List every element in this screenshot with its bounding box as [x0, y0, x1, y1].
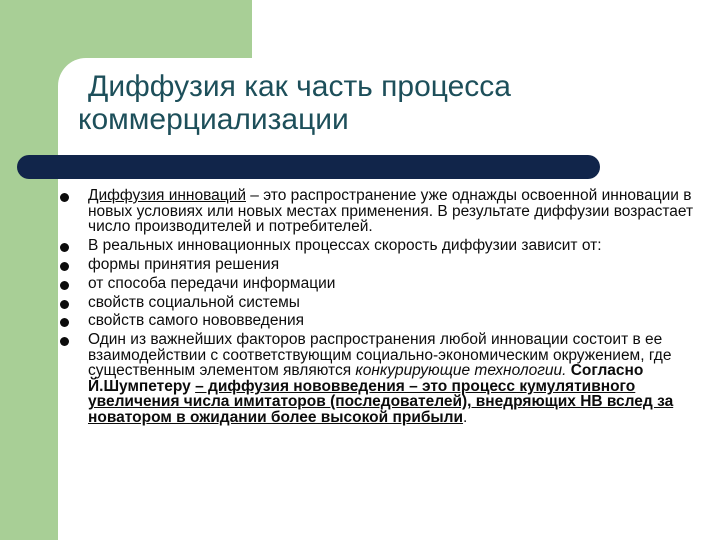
bullet-text: формы принятия решения: [88, 255, 280, 273]
bullet-item-innovation-properties: [58, 313, 694, 329]
bullet-list: [58, 188, 694, 429]
bullet-item-information-transfer: [58, 276, 694, 292]
competing-technologies-text: конкурирующие технологии.: [355, 362, 567, 380]
bullet-text: – это распространение уже однажды освоенной инновации в новых условиях или новых местах применения. В результате диффузии возрастает число производителей и потребителей.: [88, 187, 694, 235]
bullet-text: Один из важнейших факторов распространения любой инновации состоит в ее взаимодействии с соответствующим социально-экономическим окружением, где существенным элементом являются: [88, 331, 672, 380]
bullet-dot-icon: [60, 300, 69, 309]
bullet-item-decision-form: [58, 257, 694, 273]
bullet-text: свойств социальной системы: [88, 293, 300, 311]
bullet-text: В реальных инновационных процессах скорость диффузии зависит от:: [88, 236, 602, 254]
bullet-item-schumpeter: [58, 332, 694, 425]
bullet-dot-icon: [60, 318, 69, 327]
bullet-item-social-system: [58, 295, 694, 311]
slide-title: [78, 70, 678, 136]
bullet-dot-icon: [60, 262, 69, 271]
bullet-text: свойств самого нововведения: [88, 312, 305, 330]
title-line-2: коммерциализации: [78, 103, 349, 136]
bullet-dot-icon: [60, 243, 69, 252]
term-diffusion-of-innovations: Диффузия инноваций: [88, 187, 246, 204]
bullet-dot-icon: [60, 193, 69, 202]
schumpeter-reference: Согласно Й.Шумпетеру: [88, 362, 644, 395]
bullet-text: от способа передачи информации: [88, 274, 336, 292]
bullet-item-speed: [58, 238, 694, 254]
bullet-dot-icon: [60, 337, 69, 346]
bullet-dot-icon: [60, 281, 69, 290]
title-line-1: Диффузия как часть процесса: [88, 70, 511, 103]
schumpeter-definition: – диффузия нововведения – это процесс кумулятивного увеличения числа имитаторов (последователей), внедряющих НВ вслед за новатором в ожидании более высокой прибыли: [88, 377, 674, 426]
bullet-item-diffusion: [58, 188, 694, 235]
bullet-end-period: .: [463, 408, 468, 426]
title-divider-bar: [17, 155, 600, 179]
